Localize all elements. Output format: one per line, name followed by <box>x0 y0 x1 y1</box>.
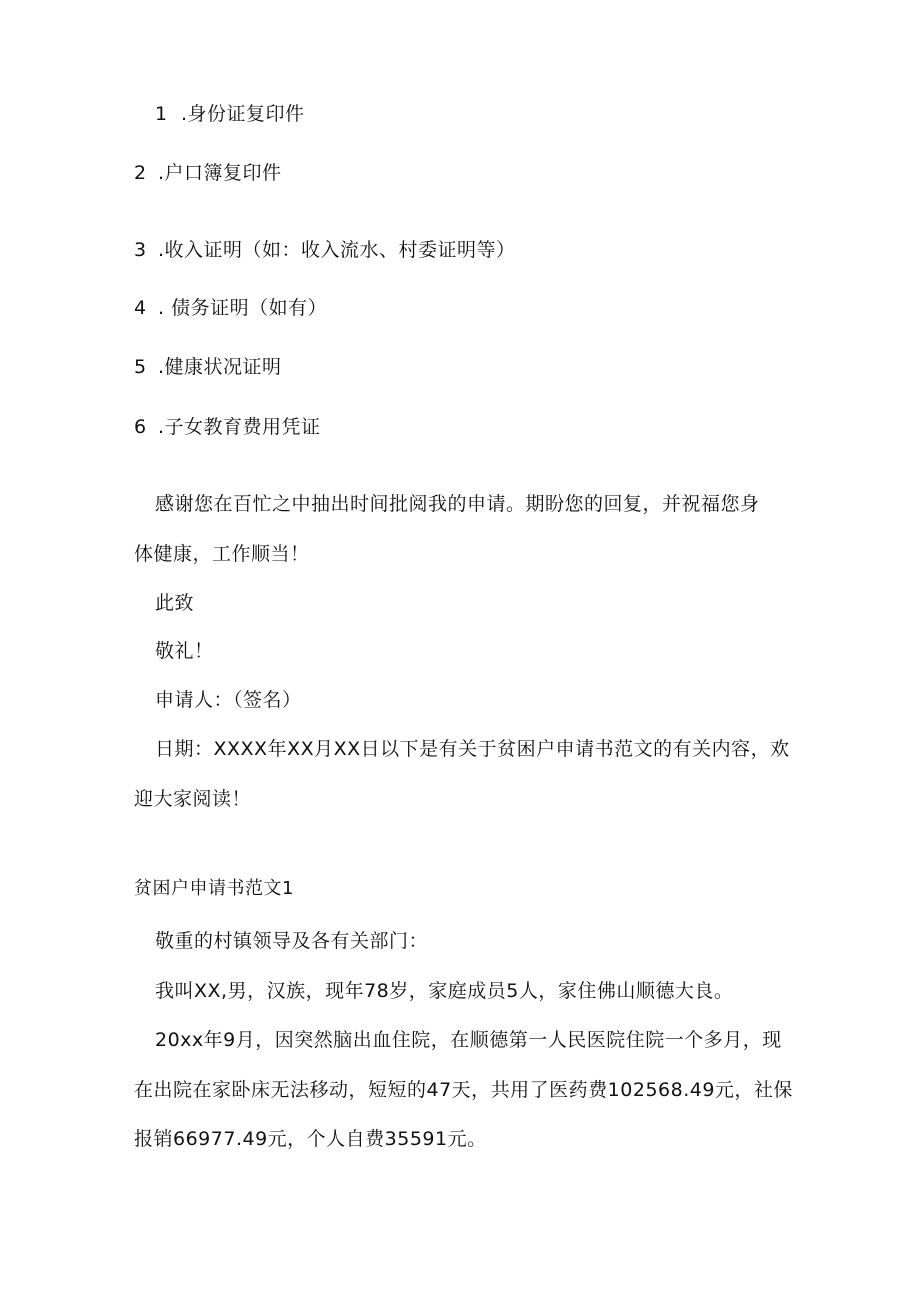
applicant-signature: 申请人：（签名） <box>155 689 302 711</box>
list-text: .子女教育费用凭证 <box>158 416 321 438</box>
list-text: .户口簿复印件 <box>158 162 282 184</box>
list-item <box>134 238 516 262</box>
list-text: .健康状况证明 <box>158 356 282 378</box>
list-text: .收入证明（如：收入流水、村委证明等） <box>158 239 516 261</box>
list-item <box>134 355 282 379</box>
list-item <box>155 102 305 126</box>
list-number: 6 <box>134 416 147 438</box>
salutation: 此致 <box>155 592 195 614</box>
list-number: 4 <box>134 297 147 319</box>
list-item <box>134 161 282 185</box>
body-paragraph-line: 报销66977.49元，个人自费35591元。 <box>134 1128 487 1150</box>
thanks-paragraph-line: 感谢您在百忙之中抽出时间批阅我的申请。期盼您的回复，并祝福您身 <box>155 493 760 515</box>
greeting-line: 敬重的村镇领导及各有关部门： <box>155 930 429 952</box>
list-number: 1 <box>155 103 168 125</box>
list-text: .身份证复印件 <box>181 103 305 125</box>
list-item <box>134 415 321 439</box>
body-paragraph-line: 20xx年9月，因突然脑出血住院，在顺德第一人民医院住院一个多月，现 <box>155 1029 782 1051</box>
intro-paragraph: 我叫XX,男，汉族，现年78岁，家庭成员5人，家住佛山顺德大良。 <box>155 980 734 1002</box>
thanks-paragraph-line: 体健康，工作顺当！ <box>134 543 310 565</box>
date-line: 迎大家阅读！ <box>134 788 252 810</box>
list-item <box>134 296 327 320</box>
list-number: 5 <box>134 356 147 378</box>
date-line: 日期：XXXX年XX月XX日以下是有关于贫困户申请书范文的有关内容，欢 <box>155 738 790 760</box>
list-number: 3 <box>134 239 147 261</box>
respect-line: 敬礼！ <box>155 640 214 662</box>
body-paragraph-line: 在出院在家卧床无法移动，短短的47天，共用了医药费102568.49元，社保 <box>134 1079 793 1101</box>
list-text: . 债务证明（如有） <box>158 297 328 319</box>
section-title: 贫困户申请书范文1 <box>134 878 294 899</box>
list-number: 2 <box>134 162 147 184</box>
